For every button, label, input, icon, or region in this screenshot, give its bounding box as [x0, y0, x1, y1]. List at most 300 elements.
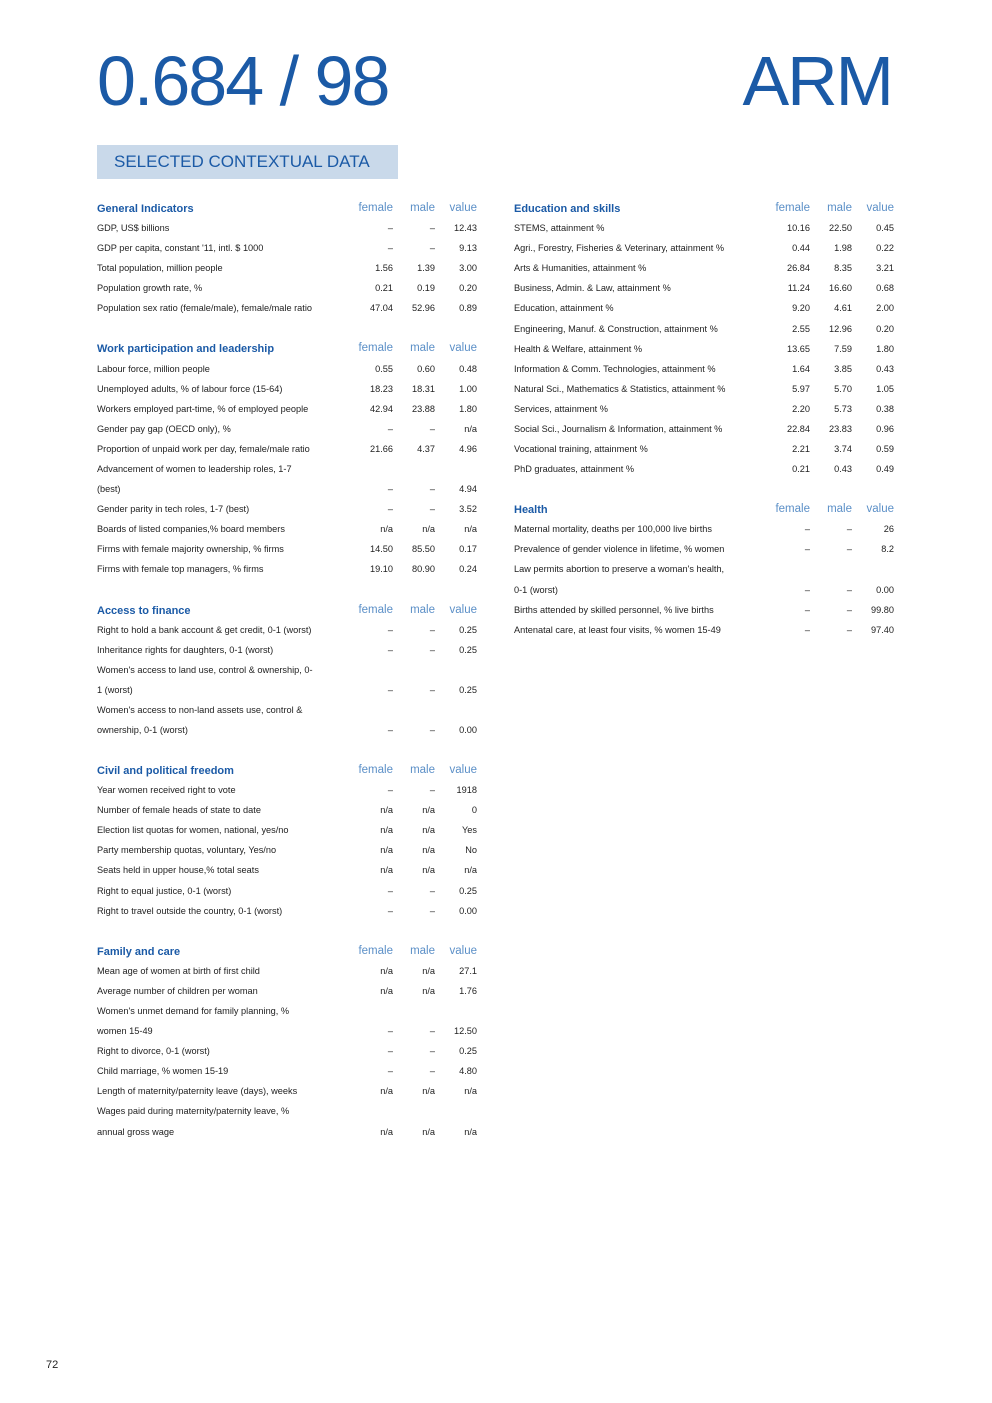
- female-value: –: [804, 604, 810, 615]
- female-value: 2.20: [792, 403, 810, 414]
- female-value: –: [387, 644, 393, 655]
- indicator-label: Maternal mortality, deaths per 100,000 live births: [514, 524, 712, 535]
- indicator-value: 26: [883, 524, 894, 535]
- table-row: [514, 218, 894, 238]
- indicator-label: Education, attainment %: [514, 303, 614, 314]
- female-value: –: [387, 885, 393, 896]
- male-value: 23.88: [412, 403, 435, 414]
- indicator-label: Women's unmet demand for family planning, %: [97, 1005, 290, 1016]
- indicator-value: 0.25: [459, 1046, 477, 1057]
- section-header: [514, 499, 894, 519]
- column-header-female: female: [775, 503, 810, 516]
- female-value: 47.04: [370, 303, 393, 314]
- table-row: [97, 620, 477, 640]
- male-value: 85.50: [412, 544, 435, 555]
- female-value: 2.21: [792, 444, 810, 455]
- female-value: –: [387, 423, 393, 434]
- male-value: –: [429, 243, 435, 254]
- section-banner: [97, 145, 398, 179]
- indicator-value: 0.00: [876, 584, 894, 595]
- indicator-value: 0.20: [459, 283, 477, 294]
- indicator-label: PhD graduates, attainment %: [514, 464, 635, 475]
- table-row: [97, 700, 477, 720]
- indicator-label: Firms with female majority ownership, % firms: [97, 544, 284, 555]
- table-row: [97, 840, 477, 860]
- male-value: 3.74: [834, 444, 852, 455]
- table-row: [514, 439, 894, 459]
- section-general-indicators: [97, 198, 477, 318]
- indicator-value: 99.80: [871, 604, 894, 615]
- female-value: 0.55: [375, 363, 393, 374]
- indicator-value: 0.59: [876, 444, 894, 455]
- male-value: 7.59: [834, 343, 852, 354]
- male-value: –: [429, 223, 435, 234]
- column-header-male: male: [410, 202, 435, 214]
- column-header-male: male: [410, 944, 435, 957]
- indicator-label: Firms with female top managers, % firms: [97, 564, 264, 575]
- indicator-label: Right to equal justice, 0-1 (worst): [97, 885, 232, 896]
- table-row: [97, 399, 477, 419]
- indicator-label: Natural Sci., Mathematics & Statistics, attainment %: [514, 383, 726, 394]
- table-row: [97, 1041, 477, 1061]
- female-value: 18.23: [370, 383, 393, 394]
- indicator-value: 27.1: [459, 965, 477, 976]
- female-value: 0.21: [375, 283, 393, 294]
- indicator-label: Average number of children per woman: [97, 985, 258, 996]
- indicator-value: 0.25: [459, 624, 477, 635]
- table-row: [514, 339, 894, 359]
- section-title: Civil and political freedom: [97, 765, 234, 778]
- male-value: –: [429, 684, 435, 695]
- male-value: –: [429, 885, 435, 896]
- banner-title: SELECTED CONTEXTUAL DATA: [114, 152, 370, 171]
- indicator-value: n/a: [464, 1126, 477, 1137]
- indicator-value: 0.22: [876, 243, 894, 254]
- indicator-value: 1.80: [459, 403, 477, 414]
- table-row: [514, 379, 894, 399]
- indicator-value: 0.45: [876, 223, 894, 234]
- female-value: –: [387, 785, 393, 796]
- indicator-label: STEMS, attainment %: [514, 223, 605, 234]
- table-row: [97, 519, 477, 539]
- column-header-value: value: [449, 342, 477, 355]
- indicator-label: Antenatal care, at least four visits, % women 15-49: [514, 624, 721, 635]
- indicator-label: Health & Welfare, attainment %: [514, 343, 643, 354]
- female-value: 11.24: [787, 283, 810, 294]
- female-value: 9.20: [792, 303, 810, 314]
- female-value: n/a: [380, 845, 393, 856]
- male-value: n/a: [422, 845, 435, 856]
- table-row: [97, 298, 477, 318]
- male-value: 12.96: [829, 323, 852, 334]
- indicator-label: Births attended by skilled personnel, % live births: [514, 604, 714, 615]
- indicator-label: Election list quotas for women, national, yes/no: [97, 825, 289, 836]
- indicator-label: 0-1 (worst): [514, 584, 558, 595]
- indicator-label: Women's access to land use, control & ownership, 0-: [97, 664, 313, 675]
- male-value: n/a: [422, 985, 435, 996]
- section-health: [514, 499, 894, 640]
- indicator-value: 0.48: [459, 363, 477, 374]
- indicator-label: Unemployed adults, % of labour force (15-64): [97, 383, 283, 394]
- indicator-value: 8.2: [881, 544, 894, 555]
- column-header-male: male: [410, 342, 435, 355]
- table-row: [97, 820, 477, 840]
- male-value: n/a: [422, 965, 435, 976]
- column-header-male: male: [827, 503, 852, 516]
- male-value: –: [846, 544, 852, 555]
- male-value: 52.96: [412, 303, 435, 314]
- male-value: 5.73: [834, 403, 852, 414]
- table-row: [97, 379, 477, 399]
- female-value: –: [387, 504, 393, 515]
- indicator-value: 0.38: [876, 403, 894, 414]
- female-value: –: [804, 524, 810, 535]
- male-value: n/a: [422, 825, 435, 836]
- male-value: 8.35: [834, 263, 852, 274]
- column-header-male: male: [827, 202, 852, 214]
- male-value: 1.98: [834, 243, 852, 254]
- table-row: [514, 258, 894, 278]
- indicator-value: 0.17: [459, 544, 477, 555]
- female-value: –: [387, 624, 393, 635]
- table-row: [97, 961, 477, 981]
- column-header-female: female: [358, 603, 393, 616]
- table-row: [97, 258, 477, 278]
- table-row: [97, 499, 477, 519]
- indicator-value: 12.50: [454, 1026, 477, 1037]
- indicator-value: 1918: [456, 785, 477, 796]
- indicator-label: Services, attainment %: [514, 403, 608, 414]
- male-value: 0.19: [417, 283, 435, 294]
- male-value: n/a: [422, 524, 435, 535]
- indicator-value: 0.25: [459, 644, 477, 655]
- indicator-label: Right to hold a bank account & get credit, 0-1 (worst): [97, 624, 312, 635]
- indicator-label: 1 (worst): [97, 684, 133, 695]
- table-row: [97, 1021, 477, 1041]
- indicator-label: GDP, US$ billions: [97, 223, 170, 234]
- male-value: 22.50: [829, 223, 852, 234]
- indicator-value: No: [465, 845, 477, 856]
- male-value: –: [846, 604, 852, 615]
- table-row: [514, 359, 894, 379]
- male-value: 4.61: [834, 303, 852, 314]
- indicator-label: Number of female heads of state to date: [97, 805, 261, 816]
- section-education-and-skills: [514, 198, 894, 479]
- table-row: [514, 419, 894, 439]
- male-value: 4.37: [417, 443, 435, 454]
- indicator-value: 12.43: [454, 223, 477, 234]
- male-value: 0.43: [834, 464, 852, 475]
- female-value: n/a: [380, 524, 393, 535]
- table-row: [97, 1081, 477, 1101]
- indicator-label: Length of maternity/paternity leave (days), weeks: [97, 1086, 298, 1097]
- section-title: Family and care: [97, 945, 181, 958]
- column-header-male: male: [410, 764, 435, 777]
- column-header-female: female: [358, 342, 393, 355]
- male-value: –: [429, 1066, 435, 1077]
- indicator-label: Gender parity in tech roles, 1-7 (best): [97, 504, 250, 515]
- male-value: –: [429, 1026, 435, 1037]
- table-row: [514, 298, 894, 318]
- female-value: n/a: [380, 865, 393, 876]
- indicator-label: Party membership quotas, voluntary, Yes/no: [97, 845, 277, 856]
- indicator-value: 1.80: [876, 343, 894, 354]
- male-value: 18.31: [412, 383, 435, 394]
- table-row: [514, 539, 894, 559]
- male-value: –: [429, 725, 435, 736]
- indicator-value: 0.00: [459, 905, 477, 916]
- column-header-female: female: [358, 944, 393, 957]
- female-value: 14.50: [370, 544, 393, 555]
- indicator-label: Year women received right to vote: [97, 785, 236, 796]
- column-header-male: male: [410, 603, 435, 616]
- female-value: –: [387, 905, 393, 916]
- table-row: [97, 439, 477, 459]
- male-value: 3.85: [834, 363, 852, 374]
- indicator-value: 0.25: [459, 684, 477, 695]
- indicator-label: Total population, million people: [97, 263, 223, 274]
- indicator-value: n/a: [464, 524, 477, 535]
- section-title: General Indicators: [97, 203, 194, 215]
- male-value: 16.60: [829, 283, 852, 294]
- table-row: [97, 559, 477, 579]
- indicator-label: Mean age of women at birth of first child: [97, 965, 260, 976]
- column-header-value: value: [866, 202, 894, 214]
- indicator-label: Boards of listed companies,% board members: [97, 524, 285, 535]
- table-row: [97, 780, 477, 800]
- male-value: –: [429, 905, 435, 916]
- table-row: [97, 1101, 477, 1121]
- female-value: –: [387, 1026, 393, 1037]
- indicator-label: Vocational training, attainment %: [514, 444, 648, 455]
- table-row: [97, 800, 477, 820]
- indicator-value: 0.43: [876, 363, 894, 374]
- section-title: Health: [514, 504, 548, 517]
- female-value: 0.21: [792, 464, 810, 475]
- female-value: n/a: [380, 825, 393, 836]
- section-header: [97, 760, 477, 780]
- table-row: [97, 660, 477, 680]
- indicator-label: Arts & Humanities, attainment %: [514, 263, 647, 274]
- table-row: [514, 600, 894, 620]
- female-value: 1.64: [792, 363, 810, 374]
- indicator-label: Engineering, Manuf. & Construction, attainment %: [514, 323, 718, 334]
- indicator-label: Social Sci., Journalism & Information, attainment %: [514, 423, 723, 434]
- indicator-label: Information & Comm. Technologies, attainment %: [514, 363, 716, 374]
- indicator-value: 1.00: [459, 383, 477, 394]
- indicator-value: 0.20: [876, 323, 894, 334]
- right-column: [514, 198, 894, 660]
- female-value: n/a: [380, 965, 393, 976]
- table-row: [97, 680, 477, 700]
- male-value: –: [846, 624, 852, 635]
- male-value: n/a: [422, 865, 435, 876]
- table-row: [514, 459, 894, 479]
- indicator-label: Business, Admin. & Law, attainment %: [514, 283, 671, 294]
- female-value: –: [804, 544, 810, 555]
- table-row: [514, 519, 894, 539]
- indicator-value: n/a: [464, 1086, 477, 1097]
- indicator-value: 0.25: [459, 885, 477, 896]
- indicator-label: Right to travel outside the country, 0-1 (worst): [97, 905, 283, 916]
- indicator-label: Proportion of unpaid work per day, female/male ratio: [97, 443, 310, 454]
- column-header-female: female: [358, 764, 393, 777]
- indicator-label: Workers employed part-time, % of employed people: [97, 403, 309, 414]
- table-row: [97, 479, 477, 499]
- indicator-value: 0.24: [459, 564, 477, 575]
- table-row: [514, 318, 894, 338]
- male-value: 0.60: [417, 363, 435, 374]
- female-value: 21.66: [370, 443, 393, 454]
- table-row: [97, 1001, 477, 1021]
- gender-gap-score: 0.684 / 98: [97, 42, 389, 120]
- indicator-label: (best): [97, 484, 121, 495]
- country-code: ARM: [742, 42, 892, 120]
- indicator-value: 1.05: [876, 383, 894, 394]
- indicator-label: Wages paid during maternity/paternity leave, %: [97, 1106, 290, 1117]
- female-value: 10.16: [787, 223, 810, 234]
- female-value: 0.44: [792, 243, 810, 254]
- section-header: [97, 600, 477, 620]
- female-value: 5.97: [792, 383, 810, 394]
- male-value: –: [429, 504, 435, 515]
- page-number: 72: [46, 1359, 59, 1371]
- table-row: [514, 559, 894, 579]
- table-row: [97, 539, 477, 559]
- section-title: Work participation and leadership: [97, 343, 275, 356]
- indicator-value: 0.00: [459, 725, 477, 736]
- table-row: [514, 399, 894, 419]
- table-row: [514, 238, 894, 258]
- indicator-value: 0.68: [876, 283, 894, 294]
- indicator-label: Law permits abortion to preserve a woman's health,: [514, 564, 725, 575]
- table-row: [97, 1061, 477, 1081]
- indicator-label: Advancement of women to leadership roles, 1-7: [97, 463, 292, 474]
- column-header-female: female: [775, 202, 810, 214]
- section-header: [97, 198, 477, 218]
- male-value: –: [429, 624, 435, 635]
- indicator-value: 9.13: [459, 243, 477, 254]
- table-row: [97, 459, 477, 479]
- indicator-label: Population sex ratio (female/male), female/male ratio: [97, 303, 312, 314]
- female-value: n/a: [380, 1126, 393, 1137]
- indicator-label: Child marriage, % women 15-19: [97, 1066, 229, 1077]
- male-value: –: [429, 423, 435, 434]
- indicator-value: Yes: [462, 825, 477, 836]
- section-header: [97, 338, 477, 358]
- table-row: [97, 860, 477, 880]
- female-value: n/a: [380, 805, 393, 816]
- male-value: n/a: [422, 1126, 435, 1137]
- indicator-value: 1.76: [459, 985, 477, 996]
- column-header-value: value: [449, 603, 477, 616]
- indicator-value: 0.96: [876, 423, 894, 434]
- table-row: [97, 720, 477, 740]
- table-row: [97, 881, 477, 901]
- male-value: 23.83: [829, 423, 852, 434]
- indicator-label: ownership, 0-1 (worst): [97, 725, 188, 736]
- female-value: –: [387, 484, 393, 495]
- indicator-value: 3.52: [459, 504, 477, 515]
- female-value: 42.94: [370, 403, 393, 414]
- indicator-label: Gender pay gap (OECD only), %: [97, 423, 231, 434]
- table-row: [514, 580, 894, 600]
- section-header: [97, 941, 477, 961]
- male-value: –: [429, 484, 435, 495]
- indicator-label: Labour force, million people: [97, 363, 210, 374]
- section-civil-and-political-freedom: [97, 760, 477, 921]
- male-value: 80.90: [412, 564, 435, 575]
- female-value: –: [387, 1066, 393, 1077]
- section-family-and-care: [97, 941, 477, 1142]
- indicator-label: Prevalence of gender violence in lifetime, % women: [514, 544, 725, 555]
- male-value: –: [429, 644, 435, 655]
- indicator-value: n/a: [464, 423, 477, 434]
- indicator-label: women 15-49: [97, 1026, 153, 1037]
- indicator-value: 0: [471, 805, 477, 816]
- male-value: –: [846, 524, 852, 535]
- table-row: [97, 1121, 477, 1141]
- female-value: –: [387, 684, 393, 695]
- male-value: –: [429, 1046, 435, 1057]
- table-row: [97, 278, 477, 298]
- section-header: [514, 198, 894, 218]
- indicator-label: annual gross wage: [97, 1126, 175, 1137]
- column-header-value: value: [449, 944, 477, 957]
- indicator-value: 0.89: [459, 303, 477, 314]
- female-value: –: [387, 1046, 393, 1057]
- table-row: [97, 238, 477, 258]
- female-value: 1.56: [375, 263, 393, 274]
- female-value: –: [804, 624, 810, 635]
- indicator-value: 4.94: [459, 484, 477, 495]
- indicator-value: 3.21: [876, 263, 894, 274]
- section-access-to-finance: [97, 600, 477, 741]
- table-row: [97, 981, 477, 1001]
- indicator-label: Right to divorce, 0-1 (worst): [97, 1046, 210, 1057]
- table-row: [514, 278, 894, 298]
- indicator-value: n/a: [464, 865, 477, 876]
- indicator-value: 4.96: [459, 443, 477, 454]
- male-value: –: [429, 785, 435, 796]
- male-value: –: [846, 584, 852, 595]
- table-row: [97, 640, 477, 660]
- indicator-label: Agri., Forestry, Fisheries & Veterinary, attainment %: [514, 243, 725, 254]
- female-value: 26.84: [787, 263, 810, 274]
- section-work-participation-and-leadership: [97, 338, 477, 579]
- indicator-label: Inheritance rights for daughters, 0-1 (worst): [97, 644, 274, 655]
- female-value: n/a: [380, 1086, 393, 1097]
- female-value: 2.55: [792, 323, 810, 334]
- indicator-value: 97.40: [871, 624, 894, 635]
- female-value: –: [387, 243, 393, 254]
- indicator-value: 0.49: [876, 464, 894, 475]
- table-row: [97, 901, 477, 921]
- male-value: n/a: [422, 805, 435, 816]
- female-value: –: [387, 725, 393, 736]
- column-header-value: value: [866, 503, 894, 516]
- table-row: [514, 620, 894, 640]
- column-header-value: value: [449, 202, 477, 214]
- column-header-value: value: [449, 764, 477, 777]
- female-value: 19.10: [370, 564, 393, 575]
- male-value: n/a: [422, 1086, 435, 1097]
- indicator-value: 2.00: [876, 303, 894, 314]
- female-value: n/a: [380, 985, 393, 996]
- indicator-label: Population growth rate, %: [97, 283, 203, 294]
- female-value: –: [387, 223, 393, 234]
- indicator-label: GDP per capita, constant '11, intl. $ 1000: [97, 243, 264, 254]
